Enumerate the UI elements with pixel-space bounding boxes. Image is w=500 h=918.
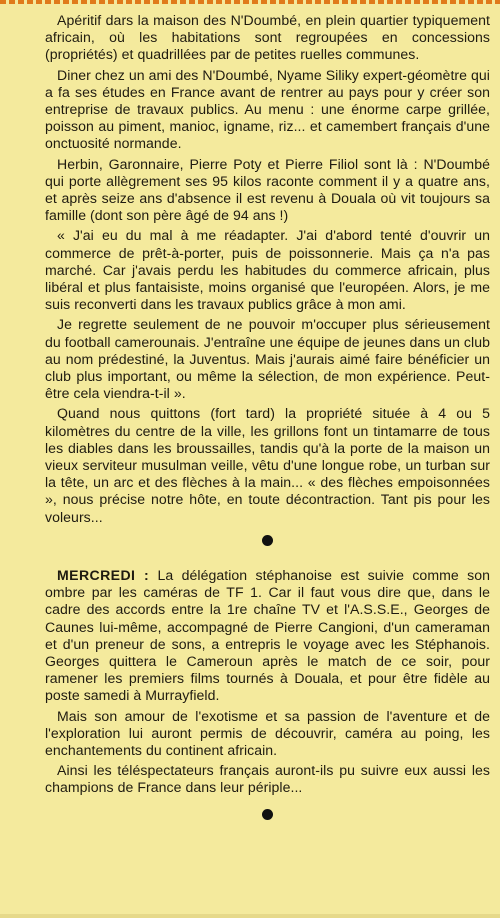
section-separator-bullet [262,535,273,546]
paragraph-telespectateurs: Ainsi les téléspectateurs français auront-ils pu suivre eux aussi les champions de France dans leur périple... [45,762,490,796]
top-decorative-border [0,0,500,4]
paragraph-exotisme: Mais son amour de l'exotisme et sa passion de l'aventure et de l'exploration lui auront permis de découvrir, caméra au poing, les enchantements du continent africain. [45,707,490,758]
paragraph-herbin: Herbin, Garonnaire, Pierre Poty et Pierre Filiol sont là : N'Doumbé qui porte allègrement ses 95 kilos raconte comment il y a quatre ans, et après seize ans d'absence il est revenu à Douala où vit toujours sa famille (dont son père âgé de 94 ans !) [45,155,490,224]
paragraph-diner: Diner chez un ami des N'Doumbé, Nyame Siliky expert-géomètre qui a fa ses études en France avant de rentrer au pays pour y créer son entreprise de travaux publics. Au menu : une énorme carpe grillée, poisson au piment, manioc, igname, riz... et camembert français d'une onctuosité normande. [45,66,490,152]
mercredi-text: La délégation stéphanoise est suivie comme son ombre par les caméras de TF 1. Car il faut vous dire que, dans le cadre des accords entre la 1re chaîne TV et l'A.S.S.E., Georges de Caunes lui-même, accompagné de Pierre Cangioni, d'un cameraman et d'un preneur de sons, a entrepris le voyage avec les Stéphanois. Georges quittera le Cameroun après le match de ce soir, pour ramener les premiers films tournés à Douala, et pour être fidèle au poste samedi à Murrayfield. [45,566,491,704]
article-column [45,12,490,820]
paragraph-aperitif: Apéritif dars la maison des N'Doumbé, en plein quartier typiquement africain, où les habitations sont regroupées en concessions (propriétés) et quadrillées par de petites ruelles communes. [45,12,490,63]
paragraph-quote-readapter: « J'ai eu du mal à me réadapter. J'ai d'abord tenté d'ouvrir un commerce de prêt-à-porter, puis de poissonnerie. Mais ça n'a pas marché. Car j'avais perdu les habitudes du commerce africain, plus libéral et plus fantaisiste, moins organisé que l'européen. Alors, je me suis reconverti dans les travaux publics grâce à mon ami. [45,227,490,313]
day-label-mercredi: MERCREDI : [57,566,150,583]
end-separator-bullet [262,809,273,820]
paragraph-quote-football: Je regrette seulement de ne pouvoir m'occuper plus sérieusement du football camerounais. J'entraîne une équipe de jeunes dans un club au nom prédestiné, la Juventus. Mais j'aurais aimé faire bénéficier un club plus important, ou même la sélection, de mon expérience. Peut-être cela viendra-t-il ». [45,316,490,402]
paragraph-departure: Quand nous quittons (fort tard) la propriété située à 4 ou 5 kilomètres du centre de la ville, les grillons font un tintamarre de tous les diables dans les broussailles, tandis qu'à la porte de la maison un vieux serviteur musulman veille, vêtu d'une longue robe, un turban sur la tête, un arc et des flèches à la main... « des flèches empoisonnées », nous précise notre hôte, en toute décontraction. Tant pis pour les voleurs... [45,405,490,525]
paragraph-mercredi [45,567,490,705]
